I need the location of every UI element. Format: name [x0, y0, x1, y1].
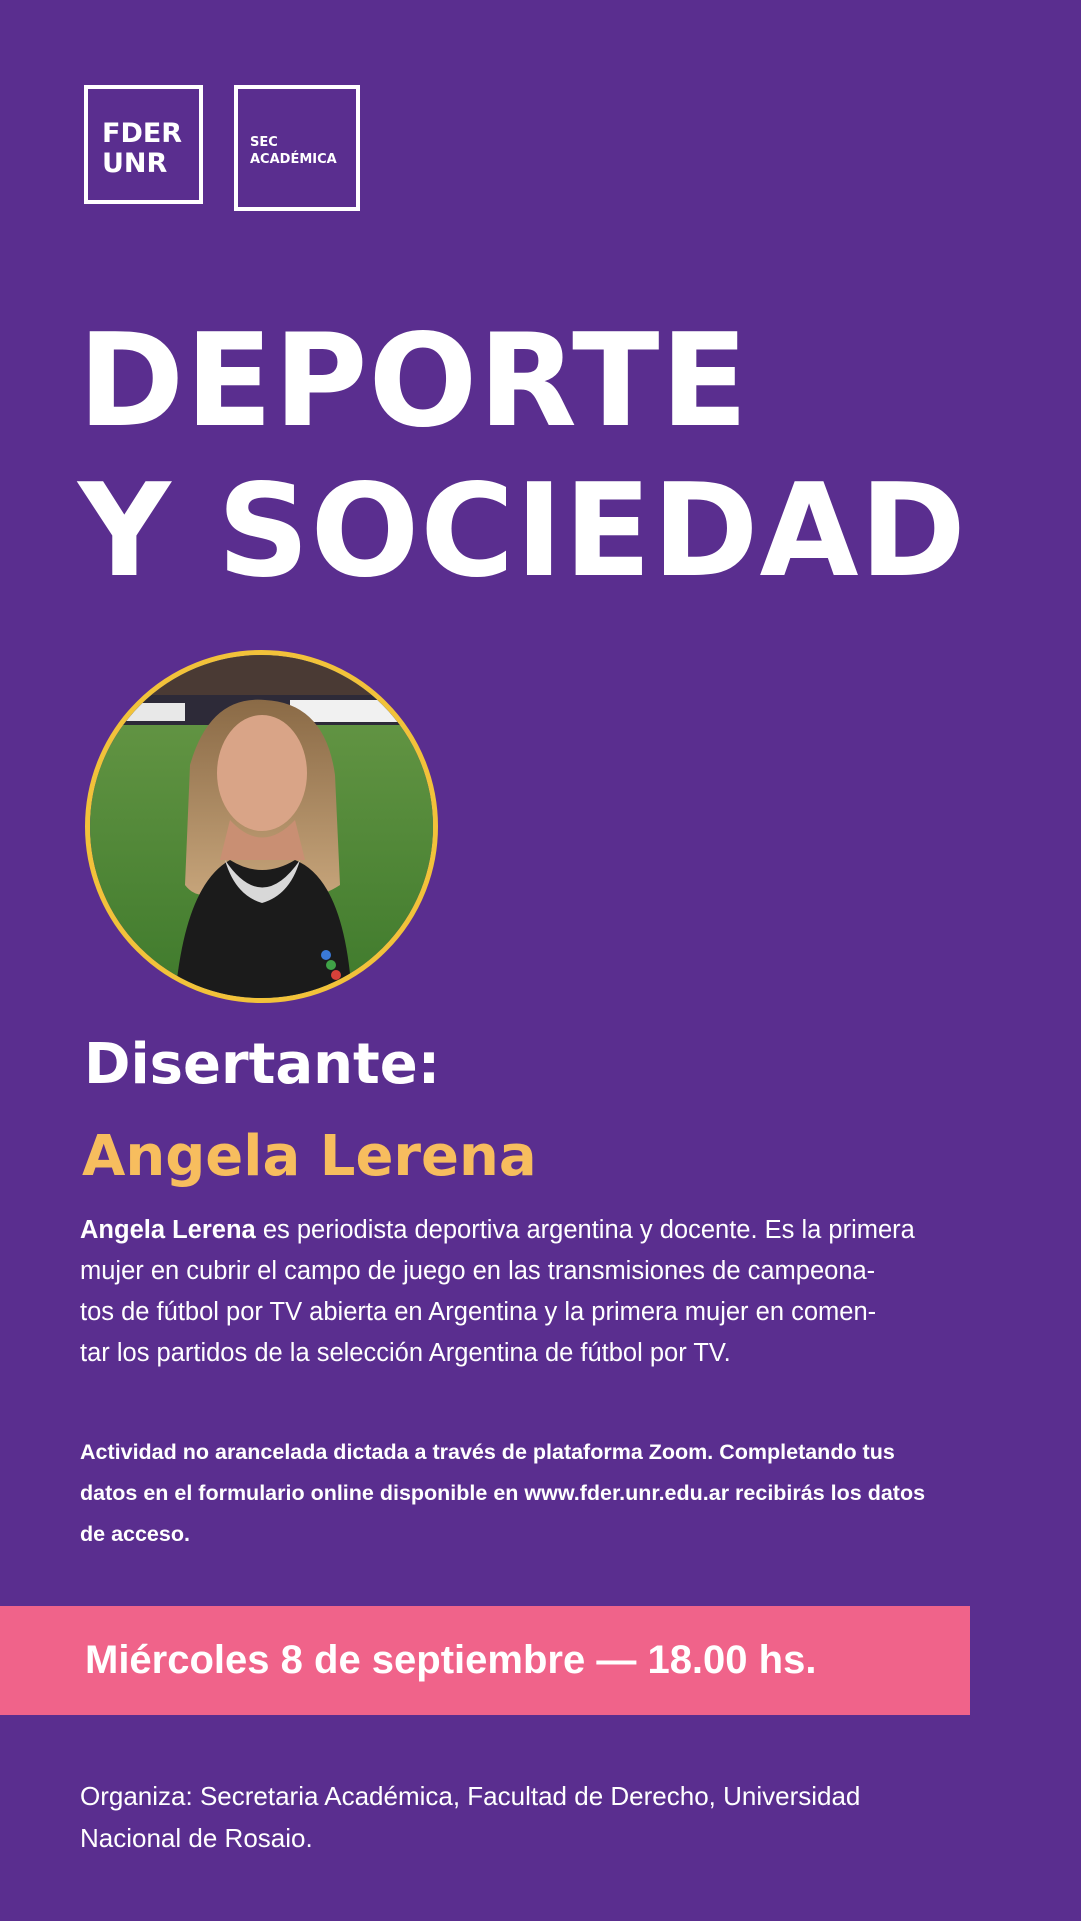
sec-academica-logo [234, 85, 360, 211]
organizer-line-2: Nacional de Rosaio. [80, 1823, 313, 1853]
speaker-name: Angela Lerena [82, 1124, 537, 1189]
logo-fder-line1: FDER [102, 118, 183, 149]
logo-sec-line2: ACADÉMICA [250, 152, 337, 167]
speaker-photo-illustration [90, 655, 433, 998]
title-line-1: DEPORTE [78, 307, 749, 456]
date-band [0, 1606, 970, 1715]
note-line-2: datos en el formulario online disponible en www.fder.unr.edu.ar recibirás los datos [80, 1481, 926, 1505]
logo-sec-line1: SEC [250, 135, 278, 150]
organizer-credit [80, 1775, 980, 1859]
bio-lead-name: Angela Lerena [80, 1216, 256, 1244]
bio-line-4: tar los partidos de la selección Argentina de fútbol por TV. [80, 1339, 731, 1367]
bio-line-3: tos de fútbol por TV abierta en Argentina y la primera mujer en comen- [80, 1298, 877, 1326]
title-line-2: Y SOCIEDAD [78, 457, 967, 606]
bio-line-1 [80, 1210, 960, 1251]
organizer-line-1: Organiza: Secretaria Académica, Facultad de Derecho, Universidad [80, 1781, 861, 1811]
speaker-photo [85, 650, 438, 1003]
fder-unr-logo [84, 85, 203, 204]
speaker-bio [80, 1210, 960, 1374]
bio-line-1-rest: es periodista deportiva argentina y docente. Es la primera [255, 1216, 915, 1244]
event-date: Miércoles 8 de septiembre — 18.00 hs. [85, 1638, 817, 1682]
note-line-1: Actividad no arancelada dictada a través de plataforma Zoom. Completando tus [80, 1440, 895, 1464]
speaker-label: Disertante: [84, 1032, 441, 1097]
access-note [80, 1432, 960, 1555]
note-line-3: de acceso. [80, 1522, 190, 1546]
logo-fder-line2: UNR [102, 148, 168, 179]
bio-line-2: mujer en cubrir el campo de juego en las transmisiones de campeona- [80, 1257, 876, 1285]
